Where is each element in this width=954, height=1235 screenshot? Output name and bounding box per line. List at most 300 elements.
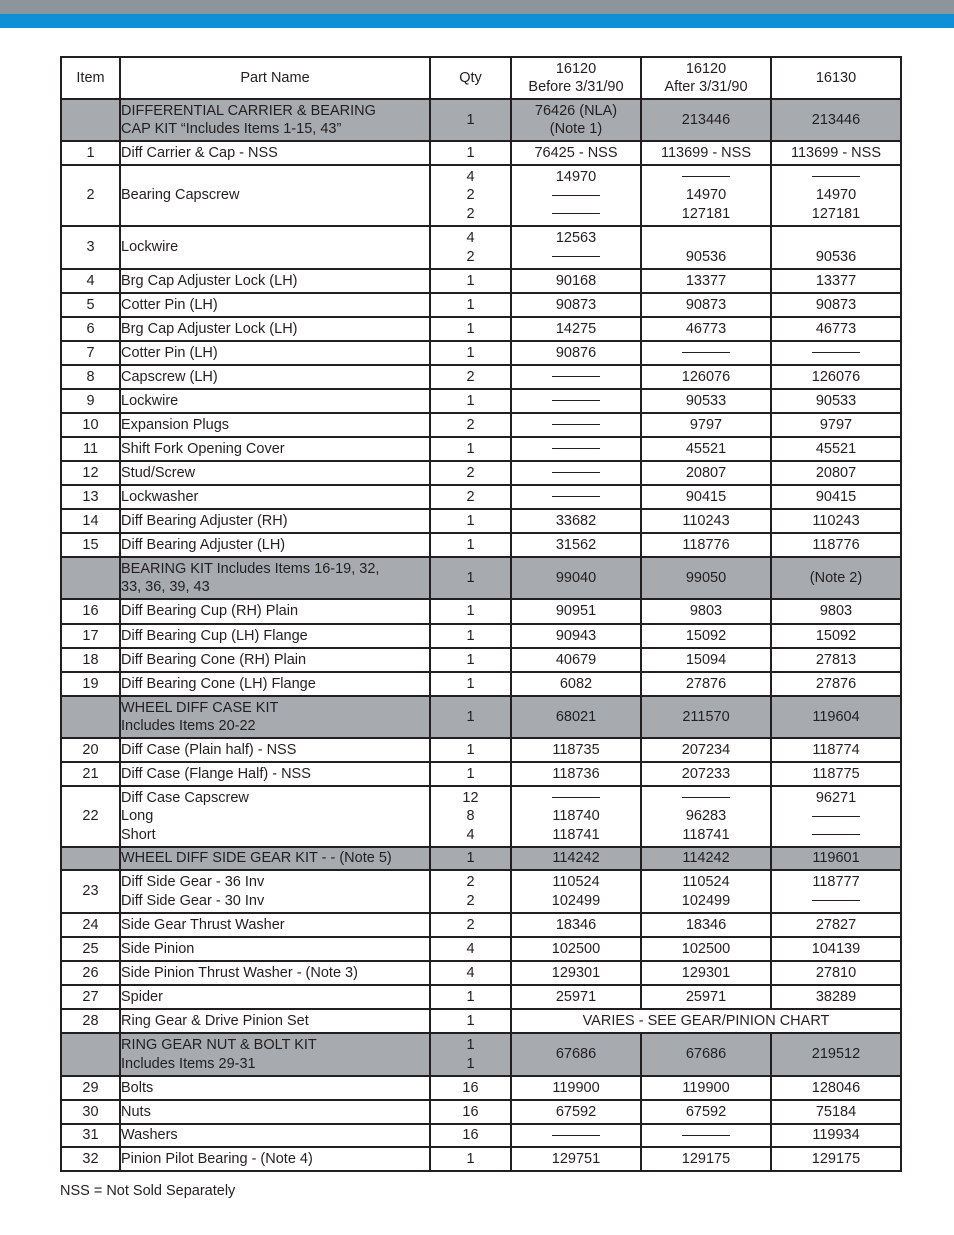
part-number: 118775 xyxy=(812,765,860,782)
part-number-col-1 xyxy=(511,1147,641,1171)
part-number-col-1 xyxy=(511,961,641,985)
header-col-16130 xyxy=(771,57,901,99)
part-name-line: Shift Fork Opening Cover xyxy=(121,440,285,457)
part-name xyxy=(120,293,430,317)
part-name xyxy=(120,599,430,624)
quantity xyxy=(430,341,511,365)
part-number: 110243 xyxy=(682,512,730,529)
part-number-col-1 xyxy=(511,269,641,293)
part-number: 99040 xyxy=(555,569,597,586)
table-row xyxy=(61,1009,901,1033)
part-number-col-1 xyxy=(511,317,641,341)
part-number: 118774 xyxy=(812,741,860,758)
part-number-col-2 xyxy=(641,696,771,738)
quantity xyxy=(430,165,511,226)
quantity xyxy=(430,937,511,961)
quantity xyxy=(430,762,511,786)
dash-mark xyxy=(812,352,860,353)
part-number: 76425 - NSS xyxy=(534,144,618,161)
part-number-col-3 xyxy=(771,413,901,437)
item-number: 32 xyxy=(61,1147,120,1171)
part-number: 75184 xyxy=(815,1103,857,1120)
quantity-line: 1 xyxy=(466,536,475,553)
part-name-line: Diff Case (Plain half) - NSS xyxy=(121,741,297,758)
part-name xyxy=(120,1147,430,1171)
part-number-col-2 xyxy=(641,1100,771,1124)
part-number: 102500 xyxy=(551,940,601,957)
part-number-col-3 xyxy=(771,762,901,786)
part-name xyxy=(120,1009,430,1033)
part-number: 67592 xyxy=(555,1103,597,1120)
item-number: 3 xyxy=(61,226,120,269)
quantity-line: 16 xyxy=(462,1127,479,1144)
part-number: 207233 xyxy=(681,765,731,782)
dash-mark xyxy=(682,176,730,177)
dash-mark xyxy=(552,472,600,473)
part-name xyxy=(120,1124,430,1147)
part-number-col-2 xyxy=(641,269,771,293)
quantity xyxy=(430,648,511,672)
part-name xyxy=(120,1100,430,1124)
part-number: 90533 xyxy=(815,392,857,409)
part-number: 14275 xyxy=(555,320,597,337)
item-number: 30 xyxy=(61,1100,120,1124)
part-name xyxy=(120,226,430,269)
part-name-line: Bolts xyxy=(121,1079,154,1096)
table-row xyxy=(61,317,901,341)
item-number xyxy=(61,99,120,141)
table-row xyxy=(61,509,901,533)
part-number-col-3 xyxy=(771,341,901,365)
table-row xyxy=(61,1100,901,1124)
table-row xyxy=(61,786,901,847)
quantity xyxy=(430,1033,511,1076)
table-row xyxy=(61,226,901,269)
part-number: 90533 xyxy=(685,392,727,409)
quantity-line: 1 xyxy=(466,512,475,529)
not-applicable-dash xyxy=(512,789,640,808)
quantity-line: 2 xyxy=(466,916,475,933)
part-number-col-2 xyxy=(641,599,771,624)
part-number-col-3 xyxy=(771,1124,901,1147)
kit-row xyxy=(61,1033,901,1076)
quantity-line: 1 xyxy=(466,272,475,289)
part-number: 118735 xyxy=(552,741,600,758)
part-number-col-1 xyxy=(511,672,641,696)
parts-table-body xyxy=(61,57,901,1171)
part-number: 90873 xyxy=(685,296,727,313)
table-row xyxy=(61,1124,901,1147)
part-name-line: Diff Side Gear - 30 Inv xyxy=(121,892,265,909)
part-name-line: Washers xyxy=(121,1127,178,1144)
part-number-col-3 xyxy=(771,624,901,648)
part-number: 211570 xyxy=(682,708,730,725)
part-number: 114242 xyxy=(552,850,600,867)
item-number: 15 xyxy=(61,533,120,557)
dash-mark xyxy=(552,195,600,196)
part-name xyxy=(120,672,430,696)
quantity-line: 1 xyxy=(466,320,475,337)
part-number-col-1 xyxy=(511,696,641,738)
kit-row xyxy=(61,847,901,870)
item-number: 6 xyxy=(61,317,120,341)
part-number: 46773 xyxy=(815,320,857,337)
part-number: 113699 - NSS xyxy=(660,144,751,161)
part-number-col-3 xyxy=(771,461,901,485)
part-number: 129175 xyxy=(681,1150,731,1167)
part-name xyxy=(120,413,430,437)
part-number-col-1 xyxy=(511,509,641,533)
part-number-col-2 xyxy=(641,1076,771,1100)
part-name xyxy=(120,696,430,738)
part-name xyxy=(120,341,430,365)
quantity-line: 1 xyxy=(466,1055,475,1072)
quantity-line: 1 xyxy=(466,603,475,620)
part-name-line: Diff Bearing Cone (LH) Flange xyxy=(121,675,316,692)
part-number-col-3 xyxy=(771,847,901,870)
quantity xyxy=(430,1147,511,1171)
part-number: 102500 xyxy=(681,940,731,957)
not-applicable-dash xyxy=(512,186,640,205)
part-name xyxy=(120,1076,430,1100)
part-name-line: Lockwire xyxy=(121,392,179,409)
part-number: 118740 xyxy=(552,808,600,825)
quantity-line: 1 xyxy=(466,1037,475,1053)
part-name-line: Diff Bearing Adjuster (LH) xyxy=(121,536,286,553)
part-number: 90873 xyxy=(555,296,597,313)
part-number-col-1 xyxy=(511,599,641,624)
part-number-col-3 xyxy=(771,485,901,509)
item-number xyxy=(61,557,120,599)
part-number: 96283 xyxy=(685,808,727,825)
table-row xyxy=(61,293,901,317)
quantity xyxy=(430,624,511,648)
quantity xyxy=(430,99,511,141)
table-row xyxy=(61,1147,901,1171)
quantity-line: 1 xyxy=(466,988,475,1005)
part-number: 119900 xyxy=(682,1079,730,1096)
item-number: 17 xyxy=(61,624,120,648)
header-row xyxy=(61,57,901,99)
item-number: 1 xyxy=(61,141,120,165)
quantity xyxy=(430,461,511,485)
part-number: 90951 xyxy=(555,603,597,620)
part-number: 118776 xyxy=(682,536,730,553)
part-name xyxy=(120,985,430,1009)
dash-mark xyxy=(552,213,600,214)
item-number xyxy=(61,696,120,738)
item-number: 18 xyxy=(61,648,120,672)
part-number: 25971 xyxy=(555,988,597,1005)
part-number: 90415 xyxy=(685,488,727,505)
quantity xyxy=(430,533,511,557)
not-applicable-dash xyxy=(772,344,900,363)
quantity xyxy=(430,413,511,437)
part-number-col-1 xyxy=(511,165,641,226)
table-row xyxy=(61,389,901,413)
part-number: 118777 xyxy=(812,874,860,890)
part-number: 129751 xyxy=(551,1150,601,1167)
dash-mark xyxy=(552,1135,600,1136)
part-number: 38289 xyxy=(815,988,857,1005)
part-number: 129175 xyxy=(811,1150,861,1167)
footnote: NSS = Not Sold Separately xyxy=(60,1183,236,1199)
part-name xyxy=(120,870,430,913)
part-number-col-2 xyxy=(641,365,771,389)
quantity-line: 4 xyxy=(466,940,475,957)
part-name-line: Includes Items 20-22 xyxy=(121,718,256,734)
part-number: 9803 xyxy=(819,603,853,620)
part-number: 99050 xyxy=(685,569,727,586)
part-number: 110524 xyxy=(552,874,600,890)
table-row xyxy=(61,485,901,509)
part-number-col-3 xyxy=(771,1147,901,1171)
part-number-col-2 xyxy=(641,226,771,269)
part-number-col-1 xyxy=(511,937,641,961)
part-number-col-2 xyxy=(641,1147,771,1171)
part-number: 27876 xyxy=(685,675,727,692)
dash-mark xyxy=(812,816,860,817)
part-name xyxy=(120,165,430,226)
part-number-col-2 xyxy=(641,99,771,141)
part-number-col-2 xyxy=(641,317,771,341)
part-name xyxy=(120,269,430,293)
dash-mark xyxy=(552,448,600,449)
item-number: 21 xyxy=(61,762,120,786)
part-number: 25971 xyxy=(685,988,727,1005)
dash-mark xyxy=(552,256,600,257)
part-name-line: WHEEL DIFF CASE KIT xyxy=(121,699,279,716)
part-number-col-3 xyxy=(771,1100,901,1124)
not-applicable-dash xyxy=(642,1126,770,1145)
part-name-line: Stud/Screw xyxy=(121,464,196,481)
part-number: 45521 xyxy=(685,440,727,457)
part-number: 27810 xyxy=(815,964,857,981)
table-row xyxy=(61,648,901,672)
item-number: 12 xyxy=(61,461,120,485)
part-number-col-2 xyxy=(641,413,771,437)
part-name xyxy=(120,485,430,509)
part-number-col-2 xyxy=(641,937,771,961)
item-number: 22 xyxy=(61,786,120,847)
part-number: 104139 xyxy=(811,940,861,957)
part-number: 119601 xyxy=(812,850,860,867)
item-number: 24 xyxy=(61,913,120,937)
header-col-16120-before xyxy=(511,57,641,99)
quantity-line: 1 xyxy=(466,675,475,692)
part-number-col-1 xyxy=(511,1124,641,1147)
table-row xyxy=(61,413,901,437)
not-applicable-dash xyxy=(642,789,770,808)
part-number: 90415 xyxy=(815,488,857,505)
part-number: 90943 xyxy=(555,627,597,644)
quantity-line: 1 xyxy=(466,708,475,725)
item-number: 2 xyxy=(61,165,120,226)
dash-mark xyxy=(552,496,600,497)
part-name-line: Spider xyxy=(121,988,163,1005)
table-row xyxy=(61,985,901,1009)
part-number-col-1 xyxy=(511,389,641,413)
span-note: VARIES - SEE GEAR/PINION CHART xyxy=(511,1009,901,1033)
quantity xyxy=(430,437,511,461)
dash-mark xyxy=(682,1135,730,1136)
part-name-line: Pinion Pilot Bearing - (Note 4) xyxy=(121,1150,313,1167)
part-number: 13377 xyxy=(685,272,727,289)
part-name-line: 33, 36, 39, 43 xyxy=(121,579,210,595)
part-number: 6082 xyxy=(559,675,593,692)
part-name-line: BEARING KIT Includes Items 16-19, 32, xyxy=(121,560,380,577)
part-number: 96271 xyxy=(815,789,857,806)
kit-row xyxy=(61,99,901,141)
part-number: 31562 xyxy=(555,536,597,553)
part-number: 45521 xyxy=(815,440,857,457)
table-row xyxy=(61,365,901,389)
quantity xyxy=(430,696,511,738)
quantity-line: 2 xyxy=(466,892,475,909)
part-name xyxy=(120,389,430,413)
table-row xyxy=(61,269,901,293)
part-number-col-3 xyxy=(771,961,901,985)
part-number-col-3 xyxy=(771,99,901,141)
part-number-col-2 xyxy=(641,461,771,485)
part-number: 14970 xyxy=(555,168,597,185)
part-name xyxy=(120,847,430,870)
part-name xyxy=(120,317,430,341)
table-row xyxy=(61,599,901,624)
not-applicable-dash xyxy=(512,416,640,435)
header-date: Before 3/31/90 xyxy=(528,79,624,95)
quantity-line: 1 xyxy=(466,392,475,409)
part-number-col-2 xyxy=(641,437,771,461)
part-number-col-1 xyxy=(511,461,641,485)
table-row xyxy=(61,165,901,226)
quantity-line: 2 xyxy=(466,874,475,890)
quantity-line: 4 xyxy=(466,826,475,843)
quantity xyxy=(430,738,511,762)
quantity xyxy=(430,985,511,1009)
quantity-line: 1 xyxy=(466,440,475,457)
part-number: 118776 xyxy=(812,536,860,553)
part-number-col-2 xyxy=(641,672,771,696)
item-number: 26 xyxy=(61,961,120,985)
part-name xyxy=(120,786,430,847)
part-number: 68021 xyxy=(555,708,597,725)
item-number: 11 xyxy=(61,437,120,461)
part-number-col-3 xyxy=(771,269,901,293)
part-name-line: WHEEL DIFF SIDE GEAR KIT - - (Note 5) xyxy=(121,850,392,867)
part-name-line: Capscrew (LH) xyxy=(121,368,218,385)
part-number: 76426 (NLA) xyxy=(534,102,618,119)
table-row xyxy=(61,672,901,696)
quantity-line: 1 xyxy=(466,1150,475,1167)
part-number: 110524 xyxy=(682,874,730,890)
part-name-line: Diff Case Capscrew xyxy=(121,789,249,806)
part-number: 219512 xyxy=(811,1046,861,1063)
part-number: 118741 xyxy=(552,826,600,843)
part-number: 9797 xyxy=(819,416,853,433)
part-number-col-2 xyxy=(641,738,771,762)
part-name xyxy=(120,937,430,961)
not-applicable-dash xyxy=(642,344,770,363)
part-number: 67592 xyxy=(685,1103,727,1120)
header-model: 16120 xyxy=(685,60,727,77)
part-number: 118741 xyxy=(682,826,730,843)
part-name-line: DIFFERENTIAL CARRIER & BEARING xyxy=(121,102,376,119)
quantity-line: 2 xyxy=(466,464,475,481)
item-number: 25 xyxy=(61,937,120,961)
part-number-col-3 xyxy=(771,672,901,696)
part-number-col-2 xyxy=(641,786,771,847)
part-name-line: Includes Items 29-31 xyxy=(121,1055,256,1072)
quantity-line: 1 xyxy=(466,765,475,782)
quantity-line: 16 xyxy=(462,1079,479,1096)
part-number: (Note 1) xyxy=(549,121,603,137)
part-name-line: Diff Case (Flange Half) - NSS xyxy=(121,765,311,782)
item-number: 27 xyxy=(61,985,120,1009)
part-name xyxy=(120,365,430,389)
part-name xyxy=(120,99,430,141)
part-name-line: Expansion Plugs xyxy=(121,416,230,433)
dash-mark xyxy=(682,352,730,353)
part-number-col-1 xyxy=(511,786,641,847)
table-row xyxy=(61,1076,901,1100)
part-number-col-1 xyxy=(511,437,641,461)
header-part-name: Part Name xyxy=(120,57,430,99)
quantity xyxy=(430,293,511,317)
part-number-col-2 xyxy=(641,985,771,1009)
part-name-line: Side Pinion xyxy=(121,940,195,957)
part-number-col-3 xyxy=(771,1076,901,1100)
part-number-col-1 xyxy=(511,99,641,141)
part-number: 110243 xyxy=(812,512,860,529)
header-qty: Qty xyxy=(430,57,511,99)
part-name xyxy=(120,624,430,648)
quantity xyxy=(430,1124,511,1147)
quantity xyxy=(430,786,511,847)
table-row xyxy=(61,624,901,648)
part-name xyxy=(120,762,430,786)
part-number-col-1 xyxy=(511,413,641,437)
part-name xyxy=(120,913,430,937)
not-applicable-dash xyxy=(642,168,770,187)
quantity xyxy=(430,141,511,165)
quantity xyxy=(430,913,511,937)
part-number: 119604 xyxy=(812,708,860,725)
quantity xyxy=(430,847,511,870)
part-number: 33682 xyxy=(555,512,597,529)
part-number-col-2 xyxy=(641,624,771,648)
item-number: 29 xyxy=(61,1076,120,1100)
table-row xyxy=(61,937,901,961)
part-name-line: CAP KIT “Includes Items 1-15, 43” xyxy=(121,121,342,137)
part-number: 102499 xyxy=(551,892,601,909)
part-number-col-2 xyxy=(641,509,771,533)
not-applicable-dash xyxy=(512,392,640,411)
part-number-col-1 xyxy=(511,913,641,937)
part-number: 129301 xyxy=(551,964,601,981)
table-row xyxy=(61,961,901,985)
table-row xyxy=(61,141,901,165)
not-applicable-dash xyxy=(512,248,640,267)
part-number: 90168 xyxy=(555,272,597,289)
quantity-line: 1 xyxy=(466,569,475,586)
quantity xyxy=(430,485,511,509)
part-number-col-1 xyxy=(511,847,641,870)
part-name-line: Diff Bearing Cup (RH) Plain xyxy=(121,603,299,620)
part-number-col-1 xyxy=(511,762,641,786)
quantity-line: 1 xyxy=(466,1012,475,1029)
part-number-col-1 xyxy=(511,293,641,317)
